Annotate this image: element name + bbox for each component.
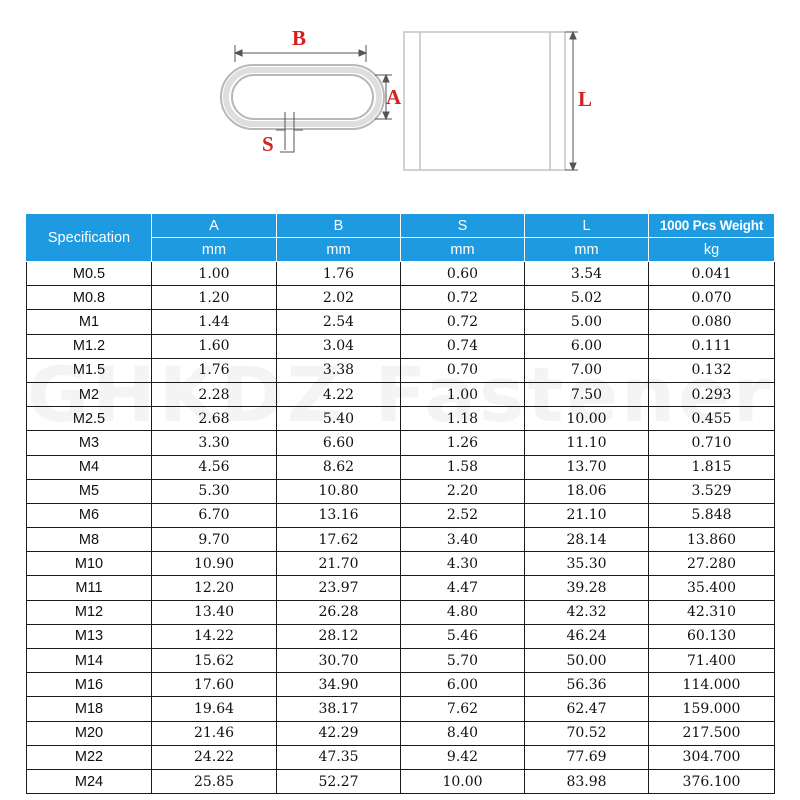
ferrule-drawing	[0, 0, 800, 205]
table-row	[27, 673, 775, 697]
table-row	[27, 649, 775, 673]
a-cell: 13.40	[152, 600, 277, 624]
weight-cell: 0.041	[649, 262, 775, 286]
l-cell: 39.28	[525, 576, 649, 600]
l-cell: 46.24	[525, 624, 649, 648]
l-cell: 21.10	[525, 503, 649, 527]
a-cell: 17.60	[152, 673, 277, 697]
b-cell: 10.80	[277, 479, 401, 503]
a-cell: 9.70	[152, 528, 277, 552]
table-row	[27, 334, 775, 358]
label-s: S	[262, 132, 274, 156]
weight-cell: 5.848	[649, 503, 775, 527]
weight-cell: 0.070	[649, 286, 775, 310]
a-cell: 14.22	[152, 624, 277, 648]
s-cell: 4.80	[401, 600, 525, 624]
s-cell: 0.70	[401, 358, 525, 382]
s-cell: 2.52	[401, 503, 525, 527]
l-cell: 5.00	[525, 310, 649, 334]
table-row	[27, 407, 775, 431]
b-cell: 28.12	[277, 624, 401, 648]
s-cell: 4.30	[401, 552, 525, 576]
weight-cell: 35.400	[649, 576, 775, 600]
b-cell: 30.70	[277, 649, 401, 673]
l-cell: 50.00	[525, 649, 649, 673]
a-cell: 15.62	[152, 649, 277, 673]
spec-cell: M16	[27, 673, 152, 697]
dimension-l	[565, 32, 578, 170]
weight-cell: 376.100	[649, 769, 775, 793]
spec-cell: M13	[27, 624, 152, 648]
weight-cell: 3.529	[649, 479, 775, 503]
table-row	[27, 769, 775, 793]
s-cell: 9.42	[401, 745, 525, 769]
b-cell: 1.76	[277, 262, 401, 286]
s-cell: 4.47	[401, 576, 525, 600]
a-cell: 1.60	[152, 334, 277, 358]
a-cell: 25.85	[152, 769, 277, 793]
l-cell: 62.47	[525, 697, 649, 721]
l-cell: 7.50	[525, 382, 649, 406]
table-row	[27, 286, 775, 310]
b-cell: 47.35	[277, 745, 401, 769]
spec-cell: M2.5	[27, 407, 152, 431]
l-cell: 6.00	[525, 334, 649, 358]
table-row	[27, 697, 775, 721]
table-row	[27, 455, 775, 479]
header-a: A	[152, 214, 277, 238]
l-cell: 5.02	[525, 286, 649, 310]
l-cell: 77.69	[525, 745, 649, 769]
weight-cell: 42.310	[649, 600, 775, 624]
weight-cell: 0.080	[649, 310, 775, 334]
table-row	[27, 745, 775, 769]
l-cell: 83.98	[525, 769, 649, 793]
unit-weight: kg	[649, 238, 775, 262]
b-cell: 8.62	[277, 455, 401, 479]
spec-cell: M1.2	[27, 334, 152, 358]
table-row	[27, 431, 775, 455]
b-cell: 38.17	[277, 697, 401, 721]
header-weight: 1000 Pcs Weight	[649, 214, 775, 238]
table-row	[27, 552, 775, 576]
spec-cell: M12	[27, 600, 152, 624]
l-cell: 56.36	[525, 673, 649, 697]
s-cell: 0.74	[401, 334, 525, 358]
b-cell: 23.97	[277, 576, 401, 600]
table-header	[27, 214, 775, 262]
table-row	[27, 600, 775, 624]
header-b: B	[277, 214, 401, 238]
l-cell: 18.06	[525, 479, 649, 503]
a-cell: 12.20	[152, 576, 277, 600]
s-cell: 1.26	[401, 431, 525, 455]
table-row	[27, 262, 775, 286]
l-cell: 35.30	[525, 552, 649, 576]
table-row	[27, 721, 775, 745]
a-cell: 5.30	[152, 479, 277, 503]
table-row	[27, 576, 775, 600]
s-cell: 5.46	[401, 624, 525, 648]
a-cell: 6.70	[152, 503, 277, 527]
spec-cell: M8	[27, 528, 152, 552]
a-cell: 2.68	[152, 407, 277, 431]
a-cell: 2.28	[152, 382, 277, 406]
unit-a: mm	[152, 238, 277, 262]
spec-cell: M11	[27, 576, 152, 600]
ferrule-side-view	[404, 32, 565, 170]
s-cell: 8.40	[401, 721, 525, 745]
table-row	[27, 358, 775, 382]
s-cell: 6.00	[401, 673, 525, 697]
s-cell: 1.18	[401, 407, 525, 431]
a-cell: 1.44	[152, 310, 277, 334]
spec-cell: M5	[27, 479, 152, 503]
ferrule-diagram	[0, 0, 800, 205]
b-cell: 26.28	[277, 600, 401, 624]
spec-cell: M0.5	[27, 262, 152, 286]
ferrule-top-view	[221, 65, 384, 129]
table-body	[27, 262, 775, 794]
a-cell: 1.00	[152, 262, 277, 286]
table-row	[27, 479, 775, 503]
b-cell: 5.40	[277, 407, 401, 431]
b-cell: 42.29	[277, 721, 401, 745]
spec-cell: M10	[27, 552, 152, 576]
b-cell: 34.90	[277, 673, 401, 697]
unit-s: mm	[401, 238, 525, 262]
weight-cell: 304.700	[649, 745, 775, 769]
l-cell: 42.32	[525, 600, 649, 624]
unit-l: mm	[525, 238, 649, 262]
s-cell: 2.20	[401, 479, 525, 503]
s-cell: 3.40	[401, 528, 525, 552]
a-cell: 1.76	[152, 358, 277, 382]
table-row	[27, 528, 775, 552]
s-cell: 1.58	[401, 455, 525, 479]
spec-cell: M4	[27, 455, 152, 479]
b-cell: 3.04	[277, 334, 401, 358]
a-cell: 21.46	[152, 721, 277, 745]
s-cell: 5.70	[401, 649, 525, 673]
s-cell: 0.72	[401, 286, 525, 310]
weight-cell: 217.500	[649, 721, 775, 745]
header-row	[27, 214, 775, 238]
weight-cell: 1.815	[649, 455, 775, 479]
weight-cell: 0.293	[649, 382, 775, 406]
weight-cell: 60.130	[649, 624, 775, 648]
a-cell: 4.56	[152, 455, 277, 479]
weight-cell: 0.710	[649, 431, 775, 455]
b-cell: 3.38	[277, 358, 401, 382]
l-cell: 11.10	[525, 431, 649, 455]
b-cell: 17.62	[277, 528, 401, 552]
weight-cell: 0.111	[649, 334, 775, 358]
a-cell: 19.64	[152, 697, 277, 721]
l-cell: 3.54	[525, 262, 649, 286]
spec-cell: M1	[27, 310, 152, 334]
a-cell: 10.90	[152, 552, 277, 576]
table-row	[27, 310, 775, 334]
spec-cell: M6	[27, 503, 152, 527]
header-specification: Specification	[27, 214, 152, 262]
weight-cell: 114.000	[649, 673, 775, 697]
spec-cell: M14	[27, 649, 152, 673]
b-cell: 13.16	[277, 503, 401, 527]
table-row	[27, 382, 775, 406]
b-cell: 21.70	[277, 552, 401, 576]
label-b: B	[292, 26, 307, 50]
l-cell: 70.52	[525, 721, 649, 745]
l-cell: 13.70	[525, 455, 649, 479]
s-cell: 0.72	[401, 310, 525, 334]
b-cell: 6.60	[277, 431, 401, 455]
spec-cell: M3	[27, 431, 152, 455]
weight-cell: 27.280	[649, 552, 775, 576]
spec-cell: M0.8	[27, 286, 152, 310]
table-row	[27, 624, 775, 648]
s-cell: 0.60	[401, 262, 525, 286]
header-l: L	[525, 214, 649, 238]
spec-cell: M18	[27, 697, 152, 721]
weight-cell: 0.455	[649, 407, 775, 431]
weight-cell: 13.860	[649, 528, 775, 552]
weight-cell: 159.000	[649, 697, 775, 721]
header-s: S	[401, 214, 525, 238]
spec-cell: M22	[27, 745, 152, 769]
weight-cell: 71.400	[649, 649, 775, 673]
spec-cell: M24	[27, 769, 152, 793]
table-row	[27, 503, 775, 527]
specification-table	[26, 213, 775, 794]
s-cell: 7.62	[401, 697, 525, 721]
label-a: A	[386, 85, 402, 109]
b-cell: 2.54	[277, 310, 401, 334]
b-cell: 2.02	[277, 286, 401, 310]
a-cell: 1.20	[152, 286, 277, 310]
spec-cell: M20	[27, 721, 152, 745]
l-cell: 10.00	[525, 407, 649, 431]
a-cell: 3.30	[152, 431, 277, 455]
s-cell: 10.00	[401, 769, 525, 793]
l-cell: 7.00	[525, 358, 649, 382]
label-l: L	[578, 87, 593, 111]
l-cell: 28.14	[525, 528, 649, 552]
b-cell: 4.22	[277, 382, 401, 406]
b-cell: 52.27	[277, 769, 401, 793]
a-cell: 24.22	[152, 745, 277, 769]
weight-cell: 0.132	[649, 358, 775, 382]
spec-cell: M1.5	[27, 358, 152, 382]
spec-cell: M2	[27, 382, 152, 406]
unit-b: mm	[277, 238, 401, 262]
s-cell: 1.00	[401, 382, 525, 406]
